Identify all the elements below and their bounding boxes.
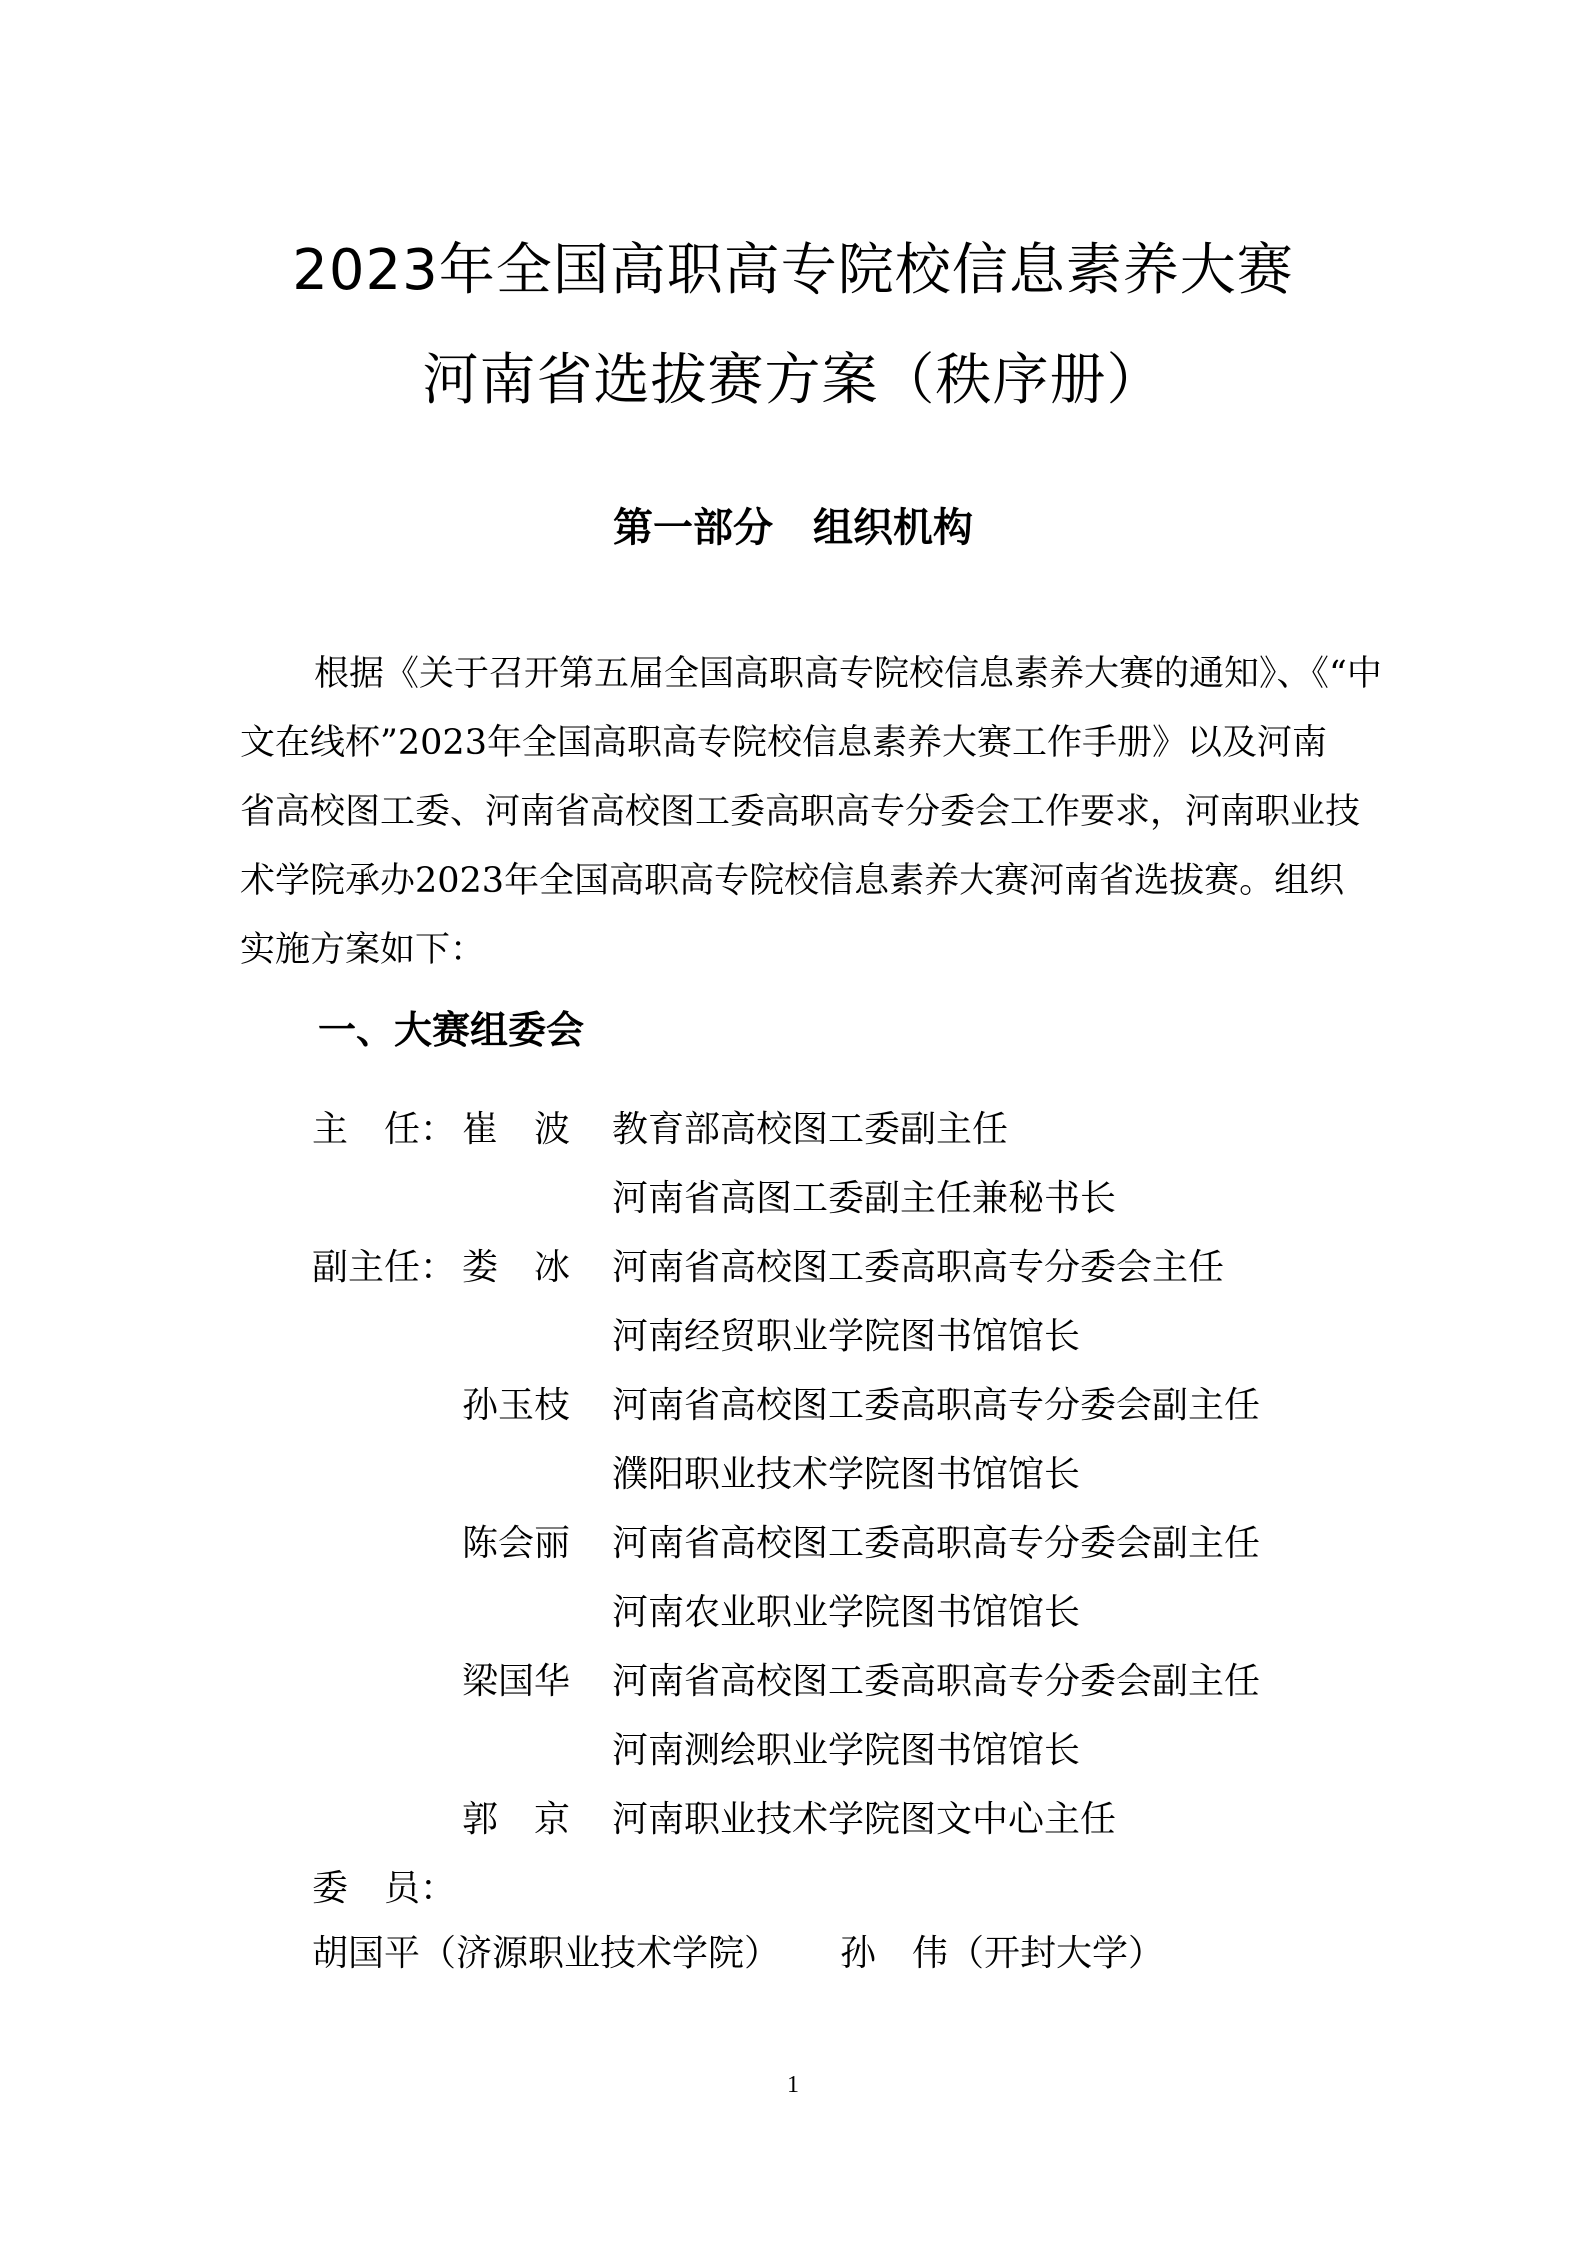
committee-heading: 一、大赛组委会 (318, 1008, 585, 1052)
part-title: 第一部分 组织机构 (613, 505, 973, 551)
committee-member: 孙 伟（开封大学） (840, 1933, 1165, 1974)
committee-desc: 河南省高校图工委高职高专分委会副主任 (612, 1523, 1261, 1564)
intro-line: 根据《关于召开第五届全国高职高专院校信息素养大赛的通知》、《“中 (314, 654, 1382, 694)
committee-members-line (312, 1926, 1165, 1982)
document-title-line2: 河南省选拔赛方案（秩序册） (422, 348, 1164, 413)
committee-desc: 河南职业技术学院图文中心主任 (612, 1799, 1117, 1840)
committee-desc: 河南省高校图工委高职高专分委会主任 (612, 1247, 1225, 1288)
committee-desc: 河南省高校图工委高职高专分委会副主任 (612, 1661, 1261, 1702)
intro-line: 实施方案如下： (240, 930, 486, 970)
committee-role: 委 员： (312, 1868, 457, 1909)
committee-desc: 河南省高校图工委高职高专分委会副主任 (612, 1385, 1261, 1426)
committee-desc: 河南省高图工委副主任兼秘书长 (612, 1178, 1117, 1219)
committee-desc: 河南测绘职业学院图书馆馆长 (612, 1730, 1081, 1771)
document-title-line1: 2023年全国高职高专院校信息素养大赛 (292, 238, 1294, 303)
committee-desc: 教育部高校图工委副主任 (612, 1109, 1009, 1150)
committee-name: 郭 京 (462, 1799, 571, 1840)
committee-name: 梁国华 (462, 1661, 571, 1702)
committee-role: 主 任： (312, 1109, 457, 1150)
committee-name: 陈会丽 (462, 1523, 571, 1564)
committee-desc: 濮阳职业技术学院图书馆馆长 (612, 1454, 1081, 1495)
committee-member: 胡国平（济源职业技术学院） (312, 1933, 781, 1974)
committee-name: 崔 波 (462, 1109, 571, 1150)
intro-line: 文在线杯”2023年全国高职高专院校信息素养大赛工作手册》以及河南 (240, 723, 1327, 763)
committee-name: 娄 冰 (462, 1247, 571, 1288)
page-number: 1 (787, 2072, 799, 2098)
intro-line: 术学院承办2023年全国高职高专院校信息素养大赛河南省选拔赛。组织 (240, 861, 1345, 901)
committee-desc: 河南经贸职业学院图书馆馆长 (612, 1316, 1081, 1357)
committee-desc: 河南农业职业学院图书馆馆长 (612, 1592, 1081, 1633)
committee-name: 孙玉枝 (462, 1385, 571, 1426)
intro-line: 省高校图工委、河南省高校图工委高职高专分委会工作要求，河南职业技 (240, 792, 1361, 832)
intro-paragraph (240, 640, 1410, 985)
committee-role: 副主任： (312, 1247, 457, 1288)
